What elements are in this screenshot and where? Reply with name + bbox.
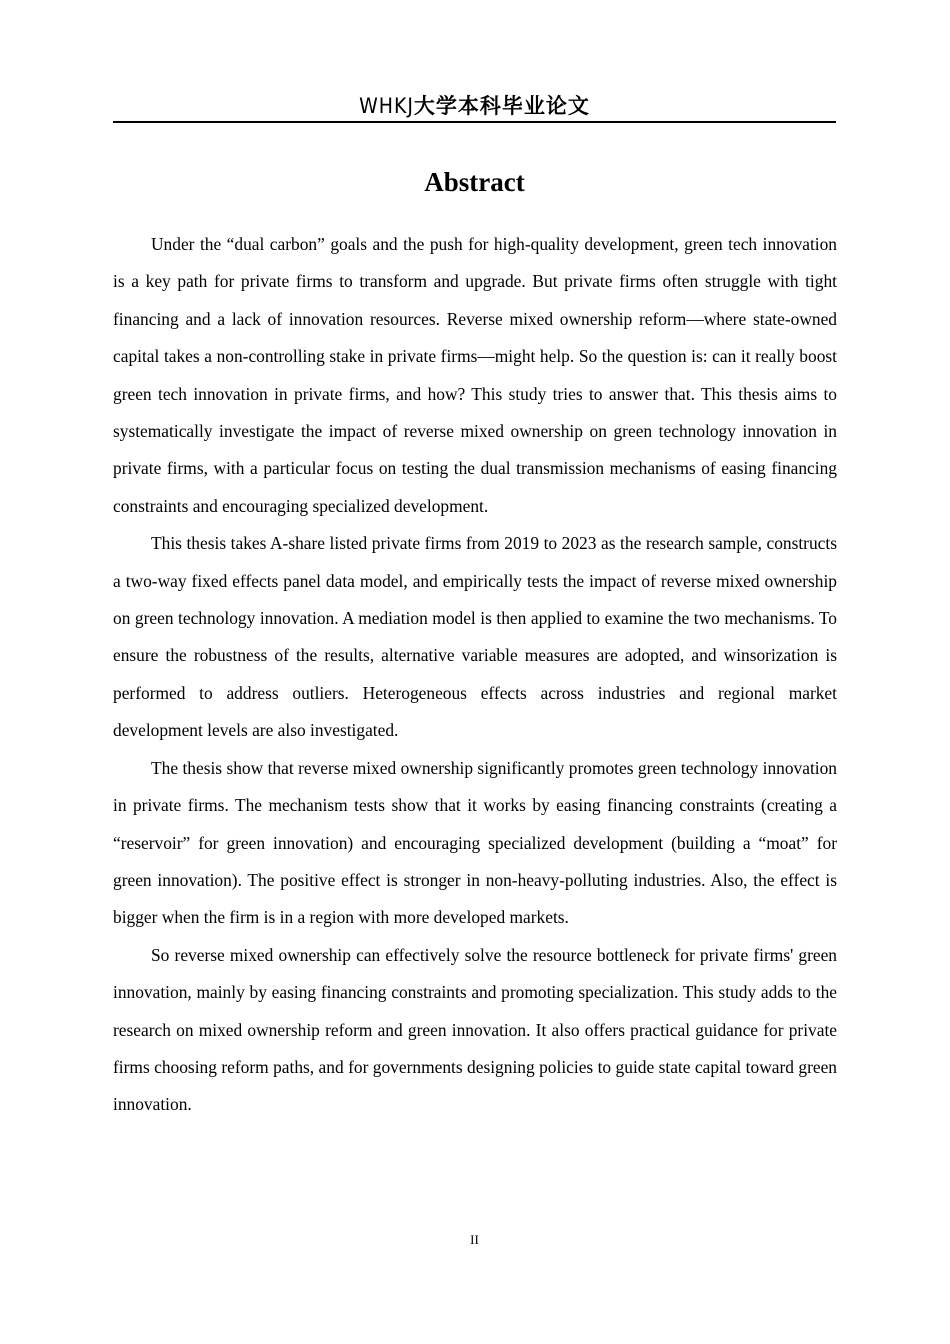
header-divider <box>113 121 836 123</box>
header-university-code: WHKJ <box>359 94 414 118</box>
abstract-paragraph-2: This thesis takes A-share listed private firms from 2019 to 2023 as the research sample, constructs a two-way fixed effects panel data model, and empirically tests the impact of reverse mixed ownership on green technology innovation. A mediation model is then applied to examine the two mechanisms. To ensure the robustness of the results, alternative variable measures are adopted, and winsorization is performed to address outliers. Heterogeneous effects across industries and regional market development levels are also investigated. <box>113 533 837 741</box>
abstract-paragraph-1: Under the “dual carbon” goals and the push for high-quality development, green tech innovation is a key path for private firms to transform and upgrade. But private firms often struggle with tight financing and a lack of innovation resources. Reverse mixed ownership reform—where state-owned capital takes a non-controlling stake in private firms—might help. So the question is: can it really boost green tech innovation in private firms, and how? This study tries to answer that. This thesis aims to systematically investigate the impact of reverse mixed ownership on green technology innovation in private firms, with a particular focus on testing the dual transmission mechanisms of easing financing constraints and encouraging specialized development. <box>113 234 837 516</box>
abstract-paragraph-4: So reverse mixed ownership can effectively solve the resource bottleneck for private firms' green innovation, mainly by easing financing constraints and promoting specialization. This study adds to the research on mixed ownership reform and green innovation. It also offers practical guidance for private firms choosing reform paths, and for governments designing policies to guide state capital toward green innovation. <box>113 944 837 1115</box>
abstract-paragraph-3: The thesis show that reverse mixed ownership significantly promotes green technology innovation in private firms. The mechanism tests show that it works by easing financing constraints (creating a “reservoir” for green innovation) and encouraging specialized development (building a “moat” for green innovation). The positive effect is stronger in non-heavy-polluting industries. Also, the effect is bigger when the firm is in a region with more developed markets. <box>113 757 837 928</box>
running-header <box>113 92 836 120</box>
page-number: II <box>470 1232 479 1247</box>
header-thesis-label: 大学本科毕业论文 <box>413 94 590 118</box>
abstract-body <box>113 226 837 1124</box>
abstract-title: Abstract <box>424 167 525 197</box>
